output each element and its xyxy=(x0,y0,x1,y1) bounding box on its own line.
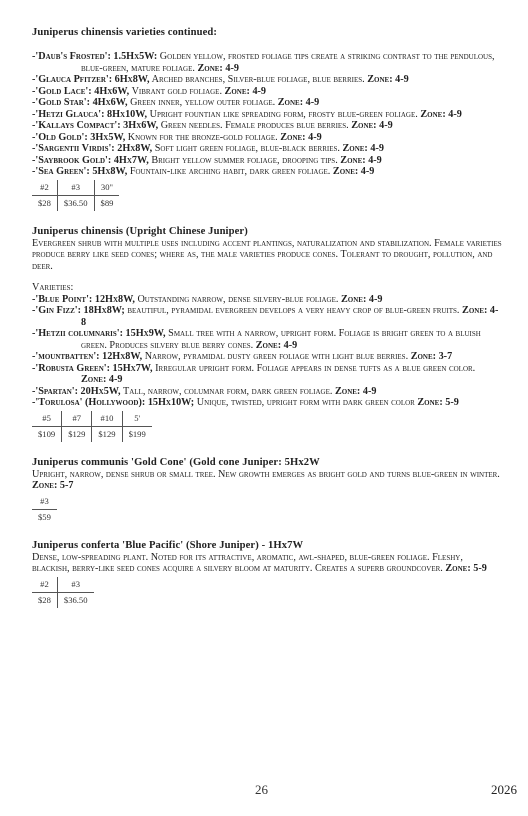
variety-item: -'Hetzi Glauca': 8Hx10W, Upright fountian like spreading form, frosty blue-green foliage. Zone: 4-9 xyxy=(32,108,462,120)
variety-item: -'Gold Lace': 4Hx6W, Vibrant gold foliage. Zone: 4-9 xyxy=(32,85,267,97)
container-size: #10 xyxy=(92,411,122,427)
container-size: #3 xyxy=(32,494,57,510)
container-size: #2 xyxy=(32,180,57,196)
section-description: Dense, low-spreading plant. Noted for its attractive, aromatic, awl-shaped, blue-green foliage. Fleshy, blackish, berry-like seed cones acquire a silvery bloom at maturity. Creates a superb groundcover. Zone: 5-9 xyxy=(32,551,487,574)
variety-item: -'Spartan': 20Hx5W, Tall, narrow, columnar form, dark green foliage. Zone: 4-9 xyxy=(32,385,377,397)
catalog-year: 2026 xyxy=(491,782,517,797)
variety-item: -'Torulosa' (Hollywood): 15Hx10W; Unique, twisted, upright form with dark green color Zone: 5-9 xyxy=(32,397,459,408)
price-value: $199 xyxy=(122,426,152,442)
variety-item: -'Gin Fizz': 18Hx8W; beautiful, pyramidal evergreen develops a very heavy crop of blue-green fruits. Zone: 4-8 xyxy=(32,305,499,328)
variety-item: -'Saybrook Gold': 4Hx7W, Bright yellow summer foliage, drooping tips. Zone: 4-9 xyxy=(32,154,382,166)
price-value: $109 xyxy=(38,429,56,439)
varieties-label: Varieties: xyxy=(32,282,74,293)
section-shore-juniper xyxy=(32,539,502,608)
price-value: $36.50 xyxy=(57,592,93,608)
section-description: Evergreen shrub with multiple uses including accent plantings, naturalization and stabilization. Female varieties produce berry like seed cones; where as, the male varieties produce cones. Tolerant to drought, pollution, and deer. xyxy=(32,237,502,272)
section-heading: Juniperus communis 'Gold Cone' (Gold cone Juniper: 5Hx2W xyxy=(32,456,320,468)
section-description: Upright, narrow, dense shrub or small tree. New growth emerges as bright gold and turns blue-green in winter. Zone: 5-7 xyxy=(32,468,500,491)
price-value: $28 xyxy=(38,595,51,605)
variety-item: -'Sargentii Virdis': 2Hx8W, Soft light green foliage, blue-black berries. Zone: 4-9 xyxy=(32,143,384,154)
container-size: 30" xyxy=(94,180,119,196)
container-size: #7 xyxy=(62,411,92,427)
container-size: 5' xyxy=(122,411,152,427)
container-size: #2 xyxy=(32,577,57,593)
variety-item: -'Old Gold': 3Hx5W, Known for the bronze-gold foliage. Zone: 4-9 xyxy=(32,131,322,143)
price-value: $36.50 xyxy=(57,195,94,211)
variety-list xyxy=(32,294,502,409)
price-table xyxy=(32,494,57,525)
section-gold-cone-juniper xyxy=(32,456,502,525)
catalog-page xyxy=(32,26,502,608)
page-number: 26 xyxy=(255,782,268,797)
variety-item: -'Kallays Compact': 3Hx6W, Green needles. Female produces blue berries. Zone: 4-9 xyxy=(32,120,393,131)
variety-item: -'Sea Green': 5Hx8W, Fountain-like arching habit, dark green foliage. Zone: 4-9 xyxy=(32,166,375,177)
variety-item: -'mountbatten': 12Hx8W, Narrow, pyramidal dusty green foliage with light blue berries. Zone: 3-7 xyxy=(32,351,453,362)
price-value: $129 xyxy=(92,426,122,442)
price-value: $59 xyxy=(38,512,51,522)
section-upright-chinese-juniper xyxy=(32,225,502,442)
price-table xyxy=(32,411,152,442)
price-table xyxy=(32,577,94,608)
variety-item: -'Robusta Green': 15Hx7W, Irregular upright form. Foliage appears in dense tufts as a blue green color. Zone: 4-9 xyxy=(32,362,476,385)
container-size: #3 xyxy=(57,577,93,593)
container-size: #3 xyxy=(57,180,94,196)
variety-item: -'Gold Star': 4Hx6W, Green inner, yellow outer foliage. Zone: 4-9 xyxy=(32,97,320,108)
section-heading: Juniperus chinensis (Upright Chinese Juniper) xyxy=(32,225,248,237)
variety-item: -'Daub's Frosted': 1.5Hx5W: Golden yellow, frosted foliage tips create a striking contrast to the pendulous, blue-green, mature foliage. Zone: 4-9 xyxy=(32,51,495,74)
variety-item: -'Blue Point': 12Hx8W, Outstanding narrow, dense silvery-blue foliage. Zone: 4-9 xyxy=(32,293,383,305)
section-chinensis-continued xyxy=(32,26,502,211)
price-value: $129 xyxy=(62,426,92,442)
section-heading: Juniperus chinensis varieties continued: xyxy=(32,27,217,38)
variety-item: -'Hetzii columnaris': 15Hx9W, Small tree with a narrow, upright form. Foliage is bright green to a bluish green. Produces silvery blue berry cones. Zone: 4-9 xyxy=(32,328,481,351)
section-heading: Juniperus conferta 'Blue Pacific' (Shore Juniper) - 1Hx7W xyxy=(32,539,304,551)
variety-item: -'Glauca Pfitzer': 6Hx8W, Arched branches, Silver-blue foliage, blue berries. Zone: 4-9 xyxy=(32,74,409,85)
price-value: $89 xyxy=(94,195,119,211)
container-size: #5 xyxy=(32,411,62,427)
variety-list xyxy=(32,51,502,178)
price-table xyxy=(32,180,119,211)
price-value: $28 xyxy=(38,198,51,208)
